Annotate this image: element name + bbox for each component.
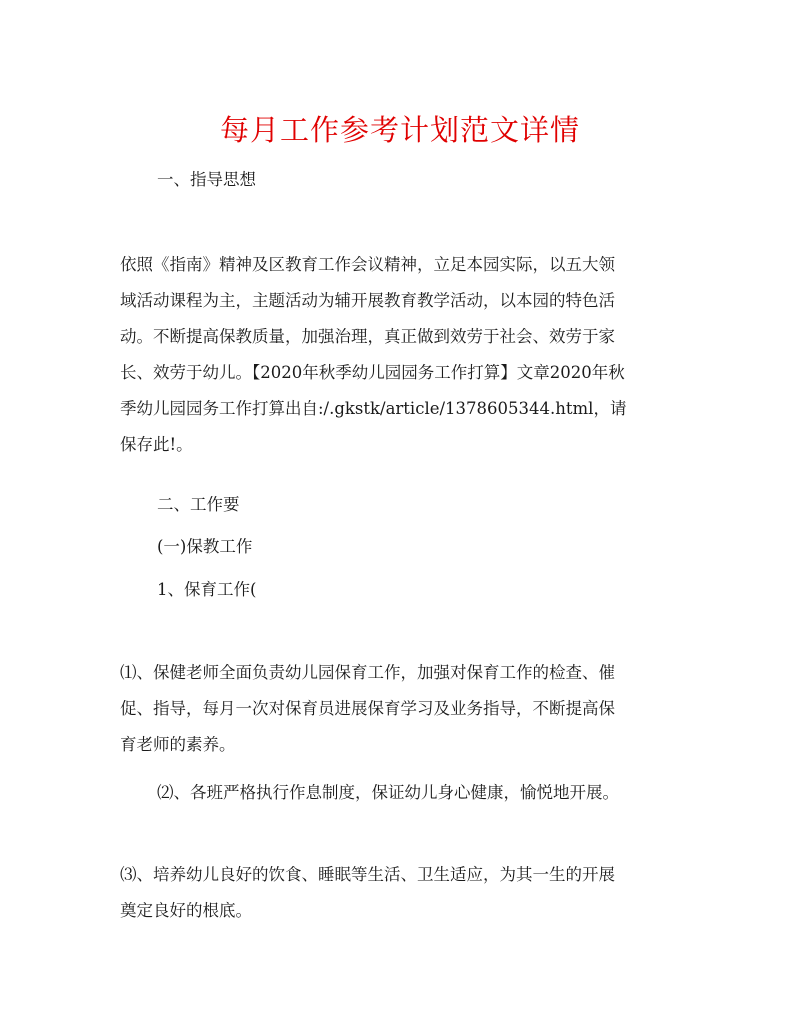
section-heading-guiding-thought: 一、指导思想: [157, 170, 256, 189]
subsection-heading-care-education: (一)保教工作: [157, 537, 253, 556]
subsection-heading-nursing: 1、保育工作(: [157, 580, 257, 599]
paragraph-line: 季幼儿园园务工作打算出自:/.gkstk/article/1378605344.html，请: [120, 399, 627, 418]
paragraph-line: 保存此!。: [120, 435, 193, 454]
paragraph-line: 促、指导，每月一次对保育员进展保育学习及业务指导，不断提高保: [120, 699, 615, 718]
paragraph-line: 奠定良好的根底。: [120, 901, 252, 920]
paragraph-line: 育老师的素养。: [120, 735, 236, 754]
paragraph-line: ⑴、保健老师全面负责幼儿园保育工作，加强对保育工作的检查、催: [120, 663, 615, 682]
paragraph-line: ⑶、培养幼儿良好的饮食、睡眠等生活、卫生适应，为其一生的开展: [120, 865, 615, 884]
paragraph-line: ⑵、各班严格执行作息制度，保证幼儿身心健康，愉悦地开展。: [157, 783, 619, 802]
paragraph-line: 依照《指南》精神及区教育工作会议精神，立足本园实际，以五大领: [120, 255, 615, 274]
paragraph-line: 域活动课程为主，主题活动为辅开展教育教学活动，以本园的特色活: [120, 291, 615, 310]
paragraph-line: 动。不断提高保教质量，加强治理，真正做到效劳于社会、效劳于家: [120, 327, 615, 346]
paragraph-line: 长、效劳于幼儿。【2020年秋季幼儿园园务工作打算】文章2020年秋: [120, 363, 625, 382]
document-title: 每月工作参考计划范文详情: [219, 113, 580, 147]
section-heading-work: 二、工作要: [157, 495, 240, 514]
